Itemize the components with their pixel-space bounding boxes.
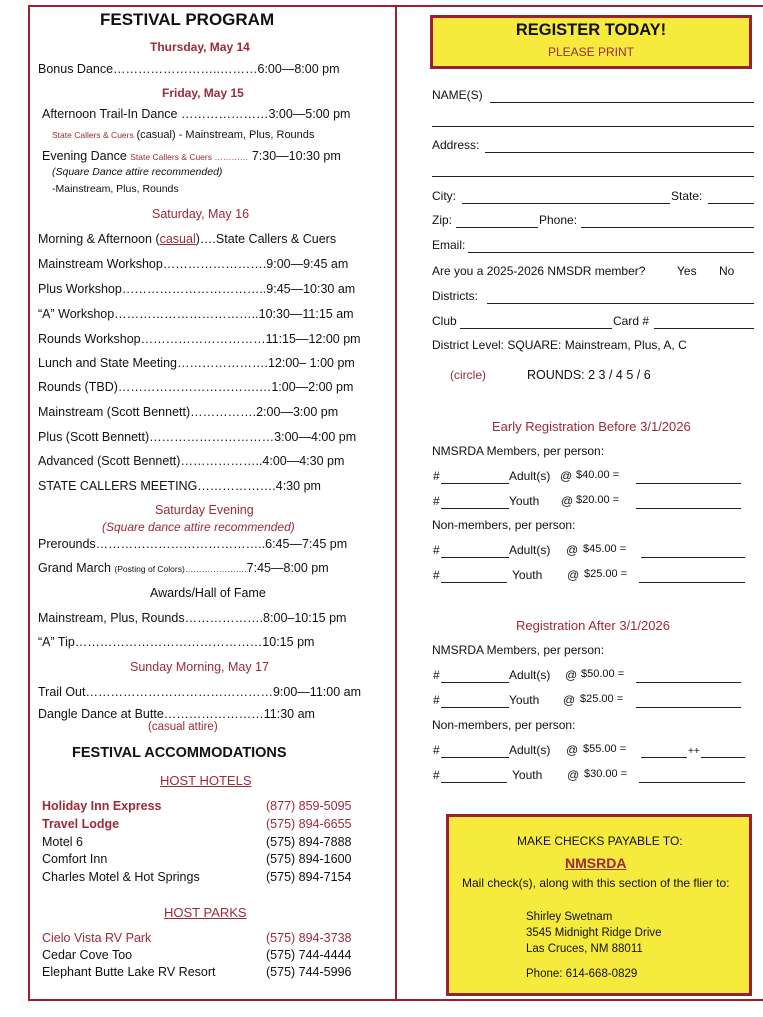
mail-name: Shirley Swetnam: [526, 911, 613, 923]
early-member-youth-price: $20.00 =: [576, 494, 620, 506]
late-non-adult-price: $55.00 =: [583, 743, 627, 755]
late-non-youth-price: $30.00 =: [584, 768, 628, 780]
early-member-youth-qty[interactable]: [441, 508, 509, 509]
state-callers-small: State Callers & Cuers: [52, 130, 134, 140]
saturday-item: Advanced (Scott Bennett)………………..4:00—4:30 pm: [38, 454, 345, 468]
hotel-phone: (575) 894-6655: [266, 817, 352, 831]
hash: #: [433, 543, 440, 557]
column-divider: [395, 5, 397, 1001]
plus-plus: ++: [688, 746, 700, 757]
email-field[interactable]: [468, 252, 754, 253]
grand-march-time: 7:45—8:00 pm: [246, 561, 329, 575]
early-non-youth-price: $25.00 =: [584, 568, 628, 580]
sunday-heading: Sunday Morning, May 17: [130, 660, 269, 674]
late-non-youth-total[interactable]: [639, 782, 745, 783]
youth-label: Youth: [512, 568, 543, 582]
early-non-adult-qty[interactable]: [441, 557, 509, 558]
late-member-youth-qty[interactable]: [441, 707, 509, 708]
early-member-adult-total[interactable]: [636, 483, 741, 484]
saturday-item: STATE CALLERS MEETING……………….4:30 pm: [38, 479, 321, 493]
address-field[interactable]: [485, 152, 754, 153]
saturday-item: “A” Workshop……………………………..10:30—11:15 am: [38, 307, 354, 321]
register-title: REGISTER TODAY!: [515, 21, 667, 39]
register-subtitle: PLEASE PRINT: [547, 45, 635, 59]
dangle-note: (casual attire): [148, 721, 218, 733]
phone-label: Phone:: [539, 213, 578, 227]
hotel-name: Charles Motel & Hot Springs: [42, 870, 200, 884]
friday-heading: Friday, May 15: [162, 86, 244, 100]
payment-box: [446, 814, 752, 996]
zip-field[interactable]: [456, 227, 538, 228]
at-sign: @: [566, 743, 579, 757]
trail-out: Trail Out………………………………………9:00—11:00 am: [38, 685, 361, 699]
hotel-phone: (877) 859-5095: [266, 799, 352, 813]
late-member-adult-qty[interactable]: [441, 682, 509, 683]
register-banner: [430, 15, 752, 69]
saturday-item: Lunch and State Meeting………………….12:00– 1:00 pm: [38, 356, 355, 370]
late-member-youth-total[interactable]: [636, 707, 741, 708]
names-field[interactable]: [490, 102, 754, 103]
saturday-item: Rounds (TBD)…………………………….…1:00—2:00 pm: [38, 380, 354, 394]
address-label: Address:: [432, 138, 480, 152]
late-member-youth-price: $25.00 =: [580, 693, 624, 705]
hotel-name: Motel 6: [42, 835, 83, 849]
evening-sub: -Mainstream, Plus, Rounds: [52, 183, 179, 195]
at-sign: @: [566, 543, 579, 557]
adult-label: Adult(s): [509, 469, 551, 483]
late-non-adult-extra[interactable]: [701, 757, 745, 758]
payee: NMSRDA: [565, 855, 627, 871]
evening-time: 7:30—10:30 pm: [251, 149, 341, 163]
parks-heading: HOST PARKS: [164, 905, 247, 920]
park-name: Cielo Vista RV Park: [42, 931, 152, 945]
circle-note: (circle): [450, 368, 486, 382]
trail-in-dance: Afternoon Trail-In Dance …………………3:00—5:00 pm: [42, 107, 351, 121]
park-name: Cedar Cove Too: [42, 948, 133, 962]
early-member-youth-total[interactable]: [636, 508, 741, 509]
evening-small: State Callers & Cuers …………: [130, 152, 249, 162]
saturday-evening-heading: Saturday Evening: [155, 503, 254, 517]
trail-in-sub-text: (casual) - Mainstream, Plus, Rounds: [136, 129, 315, 141]
late-nonmembers-label: Non-members, per person:: [432, 718, 576, 732]
youth-label: Youth: [509, 693, 540, 707]
hash: #: [433, 494, 440, 508]
at-sign: @: [567, 568, 580, 582]
member-question: Are you a 2025-2026 NMSDR member?: [432, 264, 646, 278]
morning-afternoon: [38, 232, 336, 246]
adult-label: Adult(s): [509, 668, 551, 682]
morning-pre: Morning & Afternoon (: [38, 232, 160, 246]
hotel-phone: (575) 894-1600: [266, 852, 352, 866]
grand-march-label: Grand March: [38, 561, 115, 575]
evening-note: (Square Dance attire recommended): [52, 166, 223, 178]
a-tip: “A” Tip………………………………………10:15 pm: [38, 635, 315, 649]
names-field-2[interactable]: [432, 126, 754, 127]
late-member-adult-total[interactable]: [636, 682, 741, 683]
prerounds: Prerounds…………………………………..6:45—7:45 pm: [38, 537, 348, 551]
districts-field[interactable]: [487, 303, 754, 304]
early-non-youth-total[interactable]: [639, 582, 745, 583]
hotel-phone: (575) 894-7888: [266, 835, 352, 849]
address-field-2[interactable]: [432, 176, 754, 177]
bonus-dance: Bonus Dance……………………..………6:00—8:00 pm: [38, 62, 340, 76]
trail-in-sub: [52, 129, 314, 141]
at-sign: @: [560, 469, 573, 483]
hash: #: [433, 693, 440, 707]
accommodations-title: FESTIVAL ACCOMMODATIONS: [72, 745, 287, 761]
early-members-label: NMSRDA Members, per person:: [432, 444, 605, 458]
at-sign: @: [567, 768, 580, 782]
state-label: State:: [671, 189, 703, 203]
early-non-adult-total[interactable]: [641, 557, 745, 558]
club-field[interactable]: [460, 328, 612, 329]
hash: #: [433, 469, 440, 483]
grand-march-small: (Posting of Colors)………………….: [114, 564, 247, 574]
early-heading: Early Registration Before 3/1/2026: [492, 419, 691, 434]
adult-label: Adult(s): [509, 743, 551, 757]
club-label: Club: [432, 314, 457, 328]
hotel-name: Travel Lodge: [42, 817, 120, 831]
zip-label: Zip:: [432, 213, 453, 227]
hash: #: [433, 768, 440, 782]
park-phone: (575) 744-5996: [266, 965, 352, 979]
saturday-item: Rounds Workshop…………………………11:15—12:00 pm: [38, 332, 361, 346]
saturday-item: Plus (Scott Bennett)…………………………3:00—4:00 pm: [38, 430, 357, 444]
evening-dance: [42, 149, 341, 163]
dangle-dance: Dangle Dance at Butte……………………11:30 am: [38, 707, 315, 721]
member-yes[interactable]: Yes: [677, 264, 697, 278]
late-member-adult-price: $50.00 =: [581, 668, 625, 680]
park-phone: (575) 744-4444: [266, 948, 352, 962]
email-label: Email:: [432, 238, 466, 252]
card-label: Card #: [613, 314, 650, 328]
morning-post: )….State Callers & Cuers: [195, 232, 337, 246]
early-nonmembers-label: Non-members, per person:: [432, 518, 576, 532]
rounds-options[interactable]: ROUNDS: 2 3 / 4 5 / 6: [527, 368, 651, 382]
at-sign: @: [561, 494, 574, 508]
grand-march: [38, 561, 329, 575]
youth-label: Youth: [512, 768, 543, 782]
district-level[interactable]: District Level: SQUARE: Mainstream, Plus, A, C: [432, 338, 687, 352]
names-label: NAME(S): [432, 88, 483, 102]
districts-label: Districts:: [432, 289, 478, 303]
park-phone: (575) 894-3738: [266, 931, 352, 945]
early-non-youth-qty[interactable]: [441, 582, 507, 583]
program-title: FESTIVAL PROGRAM: [100, 10, 275, 29]
mail-phone: Phone: 614-668-0829: [526, 968, 638, 980]
late-members-label: NMSRDA Members, per person:: [432, 643, 605, 657]
late-non-adult-total[interactable]: [641, 757, 687, 758]
payment-heading: MAKE CHECKS PAYABLE TO:: [517, 834, 683, 848]
card-field[interactable]: [654, 328, 754, 329]
saturday-heading: Saturday, May 16: [152, 207, 250, 221]
youth-label: Youth: [509, 494, 540, 508]
at-sign: @: [563, 693, 576, 707]
awards: Awards/Hall of Fame: [150, 586, 266, 600]
member-no[interactable]: No: [719, 264, 735, 278]
hotel-name: Comfort Inn: [42, 852, 108, 866]
early-non-adult-price: $45.00 =: [583, 543, 627, 555]
adult-label: Adult(s): [509, 543, 551, 557]
mail-city: Las Cruces, NM 88011: [526, 943, 643, 955]
saturday-evening-note: (Square dance attire recommended): [102, 520, 295, 534]
late-non-youth-qty[interactable]: [441, 782, 507, 783]
state-field[interactable]: [708, 203, 754, 204]
hotels-heading: HOST HOTELS: [160, 773, 252, 788]
mainstream-evening: Mainstream, Plus, Rounds……………….8:00–10:15 pm: [38, 611, 347, 625]
morning-casual: casual: [159, 232, 196, 246]
early-member-adult-qty[interactable]: [441, 483, 509, 484]
hotel-name: Holiday Inn Express: [42, 799, 162, 813]
thursday-heading: Thursday, May 14: [150, 40, 250, 54]
phone-field[interactable]: [581, 227, 754, 228]
saturday-item: Plus Workshop……………………………..9:45—10:30 am: [38, 282, 356, 296]
city-field[interactable]: [462, 203, 670, 204]
hash: #: [433, 743, 440, 757]
evening-label: Evening Dance: [42, 149, 127, 163]
hotel-phone: (575) 894-7154: [266, 870, 352, 884]
early-member-adult-price: $40.00 =: [576, 469, 620, 481]
hash: #: [433, 668, 440, 682]
saturday-item: Mainstream Workshop…………………….9:00—9:45 am: [38, 257, 349, 271]
park-name: Elephant Butte Lake RV Resort: [42, 965, 216, 979]
payment-instructions: Mail check(s), along with this section of the flier to:: [462, 876, 730, 890]
late-non-adult-qty[interactable]: [441, 757, 509, 758]
saturday-item: Mainstream (Scott Bennett)…………….2:00—3:00 pm: [38, 405, 339, 419]
city-label: City:: [432, 189, 456, 203]
at-sign: @: [565, 668, 578, 682]
hash: #: [433, 568, 440, 582]
late-heading: Registration After 3/1/2026: [516, 618, 670, 633]
mail-street: 3545 Midnight Ridge Drive: [526, 927, 662, 939]
